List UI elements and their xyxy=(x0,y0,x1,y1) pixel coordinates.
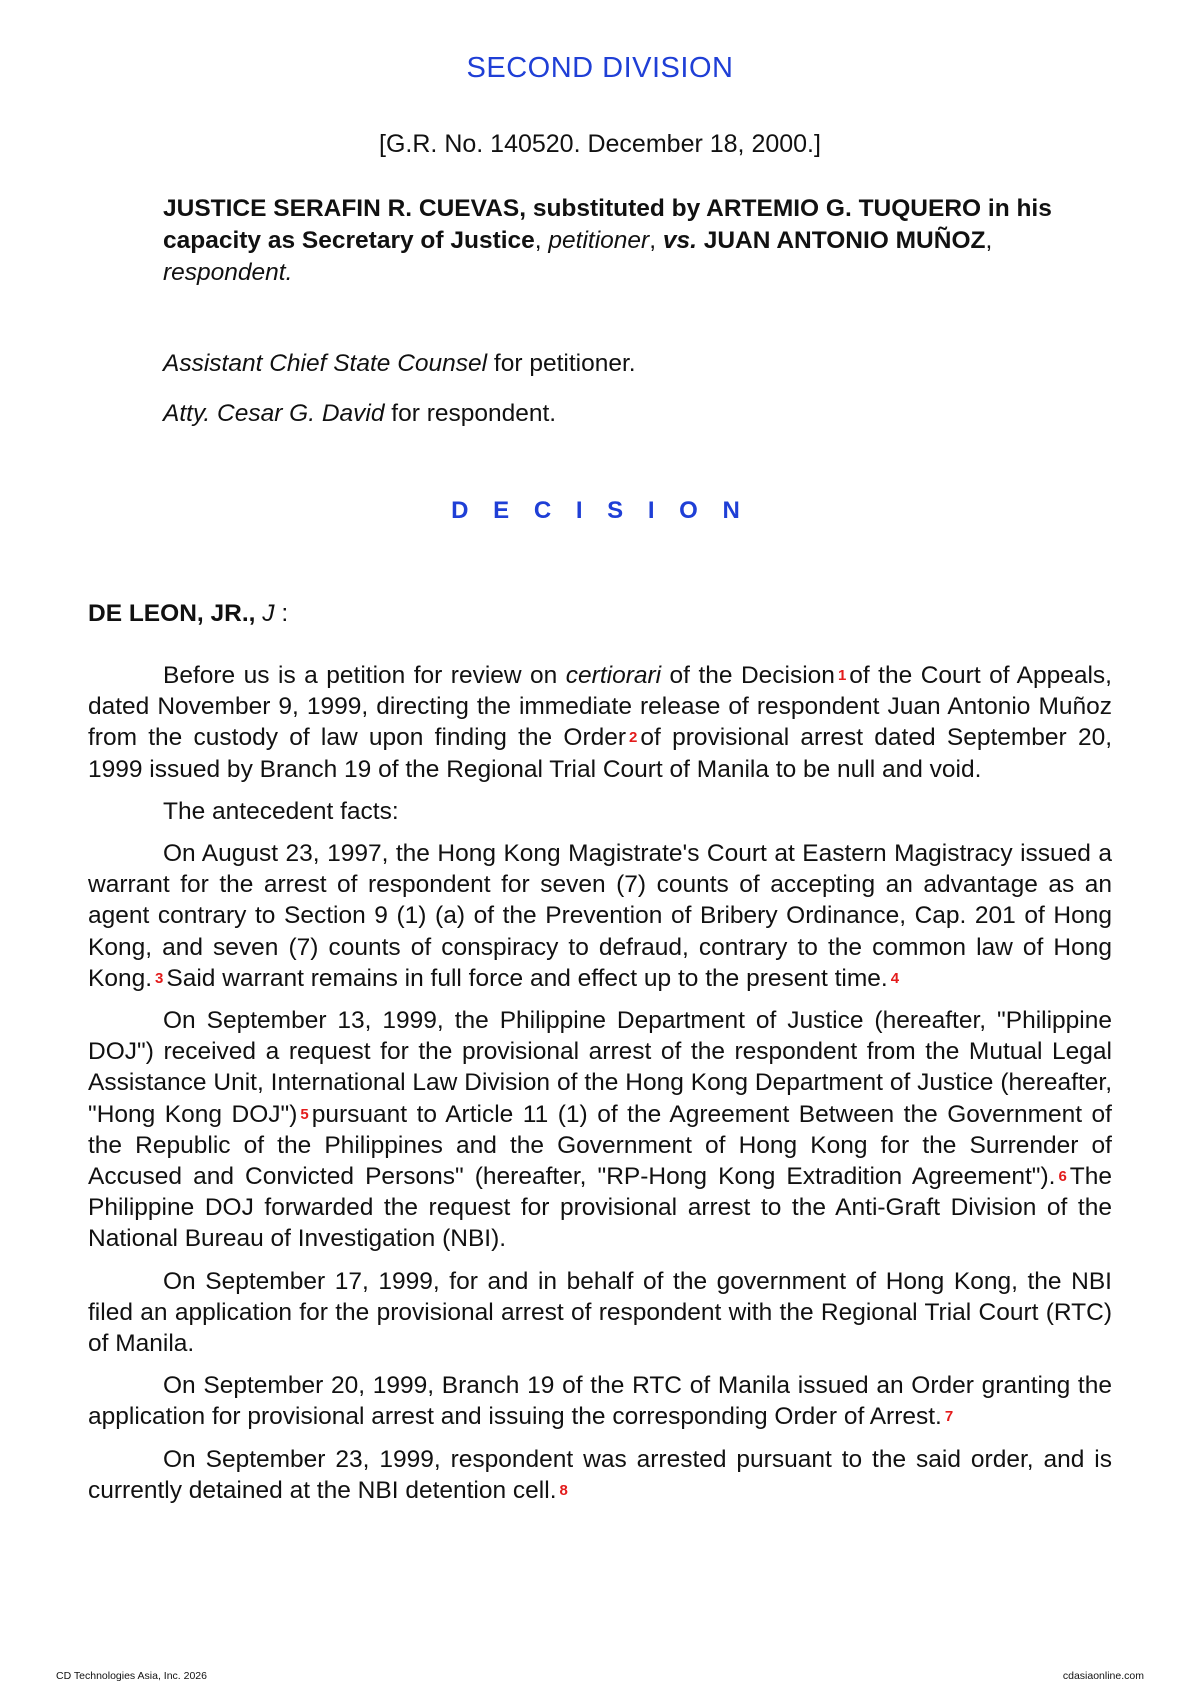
versus-label: vs. xyxy=(662,227,697,254)
paragraph-7: On September 23, 1999, respondent was arrested pursuant to the said order, and is currently detained at the NBI detention cell. 8 xyxy=(88,1445,1112,1504)
paragraph-1: Before us is a petition for review on certiorari of the Decision 1 of the Court of Appeals, dated November 9, 1999, directing the immediate release of respondent Juan Antonio Muñoz from the custody of law upon finding the Order 2 of provisional arrest dated September 20, 1999 issued by Branch 19 of the Regional Trial Court of Manila to be null and void. xyxy=(88,662,1113,783)
respondent-label: respondent. xyxy=(163,259,293,286)
paragraph-4: On September 13, 1999, the Philippine Department of Justice (hereafter, "Philippine DOJ") received a request for the provisional arrest of the respondent from the Mutual Legal Assistance Unit, International Law Division of the Hong Kong Department of Justice (hereafter, "Hong Kong DOJ") 5 pursuant to Article 11 (1) of the Agreement Between the Government of the Republic of the Philippines and the Government of Hong Kong for the Surrender of Accused and Convicted Persons" (hereafter, "RP-Hong Kong Extradition Agreement"). 6 The Philippine DOJ forwarded the request for provisional arrest to the Anti-Graft Division of the National Bureau of Investigation (NBI). xyxy=(88,1007,1112,1253)
footnote-link-1[interactable]: 1 xyxy=(837,667,847,684)
paragraph-6: On September 20, 1999, Branch 19 of the RTC of Manila issued an Order granting the application for provisional arrest and issuing the corresponding Order of Arrest. 7 xyxy=(88,1372,1112,1431)
respondent-counsel: Atty. Cesar G. David for respondent. xyxy=(163,400,557,427)
petitioner-name: JUSTICE SERAFIN R. CUEVAS, substituted by ARTEMIO G. TUQUERO in his capacity as Secretary of Justice xyxy=(163,195,1052,254)
petitioner-counsel: Assistant Chief State Counsel for petitioner. xyxy=(163,350,636,377)
case-parties: JUSTICE SERAFIN R. CUEVAS, substituted by ARTEMIO G. TUQUERO in his capacity as Secretary of Justice, petitioner, vs. JUAN ANTONIO MUÑOZ, respondent. xyxy=(163,195,1052,286)
division-heading: SECOND DIVISION xyxy=(466,52,734,84)
respondent-name: JUAN ANTONIO MUÑOZ xyxy=(696,227,986,254)
decision-body xyxy=(88,660,1112,1517)
footnote-link-4[interactable]: 4 xyxy=(890,969,900,987)
footnote-link-7[interactable]: 7 xyxy=(944,1408,954,1426)
footer-copyright: CD Technologies Asia, Inc. 2026 xyxy=(56,1670,207,1682)
paragraph-3: On August 23, 1997, the Hong Kong Magistrate's Court at Eastern Magistracy issued a warrant for the arrest of respondent for seven (7) counts of accepting an advantage as an agent contrary to Section 9 (1) (a) of the Prevention of Bribery Ordinance, Cap. 201 of Hong Kong, and seven (7) counts of conspiracy to defraud, contrary to the common law of Hong Kong. 3 Said warrant remains in full force and effect up to the present time. 4 xyxy=(88,840,1112,992)
footnote-link-3[interactable]: 3 xyxy=(155,969,164,987)
footnote-link-8[interactable]: 8 xyxy=(559,1481,568,1499)
petitioner-label: petitioner xyxy=(548,227,650,254)
footer-site: cdasiaonline.com xyxy=(1062,1670,1144,1682)
footnote-link-6[interactable]: 6 xyxy=(1058,1168,1067,1186)
case-number: [G.R. No. 140520. December 18, 2000.] xyxy=(379,130,821,158)
ponente: DE LEON, JR., J : xyxy=(88,600,289,627)
footnote-link-2[interactable]: 2 xyxy=(629,729,638,747)
decision-heading: D E C I S I O N xyxy=(451,497,749,524)
footnote-link-5[interactable]: 5 xyxy=(300,1105,309,1123)
paragraph-5: On September 17, 1999, for and in behalf of the government of Hong Kong, the NBI filed an application for the provisional arrest of respondent with the Regional Trial Court (RTC) of Manila. xyxy=(88,1267,1112,1358)
paragraph-2: The antecedent facts: xyxy=(163,797,399,825)
